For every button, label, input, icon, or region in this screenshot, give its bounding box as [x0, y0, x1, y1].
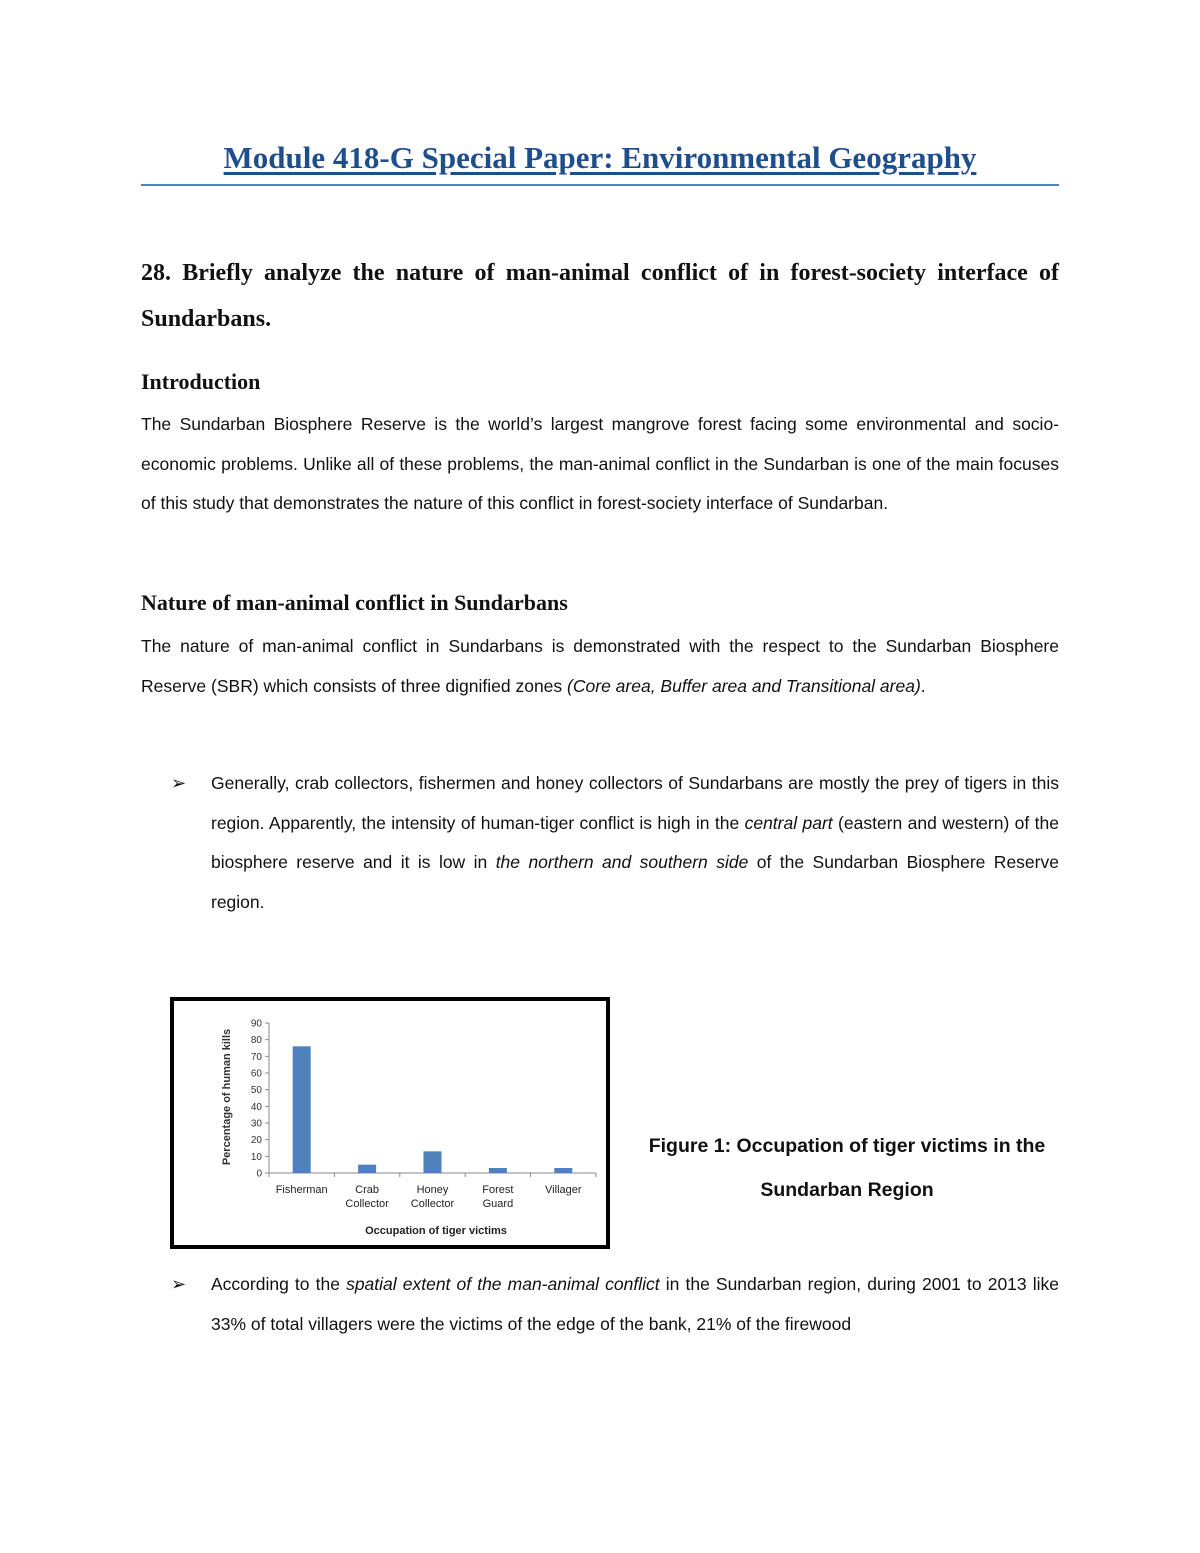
- nature-text-zones: (Core area, Buffer area and Transitional area): [567, 675, 921, 696]
- bullet1-part3: of the Sundarban Biosphere Reserve region.: [211, 852, 1059, 912]
- chart-y-tick-label: 60: [250, 1068, 262, 1080]
- bullet2-part2: in the Sundarban region, during 2001 to 2013 like 33% of total villagers were the victims of the edge of the bank, 21% of the firewood: [211, 1274, 1059, 1334]
- chart-y-tick-label: 0: [256, 1168, 262, 1180]
- introduction-heading: Introduction: [141, 369, 261, 394]
- introduction-text: The Sundarban Biosphere Reserve is the world’s largest mangrove forest facing some environmental and socio-economic problems. Unlike all of these problems, the man-animal conflict in the Sundarban is one of the main focuses of this study that demonstrates the nature of this conflict in forest-society interface of Sundarban.: [141, 414, 1059, 513]
- nature-text-main: The nature of man-animal conflict in Sundarbans is demonstrated with the respect to the Sundarban Biosphere Reserve (SBR) which consists of three dignified zones: [141, 636, 1059, 696]
- title-underline-rule: [141, 184, 1059, 186]
- bullet1-part2: (eastern and western) of the biosphere reserve and it is low in: [211, 812, 1059, 872]
- chart-y-tick-label: 40: [250, 1101, 262, 1113]
- chart-y-tick-label: 50: [250, 1085, 262, 1097]
- chart-x-tick-label: Crab: [355, 1184, 380, 1196]
- nature-text: [141, 627, 1059, 706]
- chart-x-tick-label: Honey: [416, 1184, 449, 1196]
- question-heading: 28. Briefly analyze the nature of man-animal conflict of in forest-society interface of Sundarbans.: [141, 260, 1059, 332]
- document-title: Module 418-G Special Paper: Environmental Geography: [223, 140, 977, 175]
- bullet-item-tiger-prey: [141, 764, 1059, 922]
- chart-y-tick-label: 80: [250, 1035, 262, 1047]
- bullet1-italic2: the northern and southern side: [495, 852, 749, 872]
- chart-y-tick-label: 70: [250, 1051, 262, 1063]
- chart-x-tick-label: Villager: [545, 1184, 582, 1196]
- bullet2-italic1: spatial extent of the man-animal conflict: [346, 1274, 660, 1294]
- chart-x-tick-label: Forest: [482, 1184, 514, 1196]
- nature-text-end: .: [920, 675, 926, 696]
- chart-plot-area: [251, 1019, 596, 1211]
- bullet1-part1: Generally, crab collectors, fishermen and honey collectors of Sundarbans are mostly the prey of tigers in this region. Apparently, the intensity of human-tiger conflict is high in the: [211, 773, 1059, 833]
- chart-y-tick-label: 90: [250, 1018, 262, 1030]
- introduction-paragraph: [141, 405, 1059, 524]
- figure-chart-frame: [170, 997, 610, 1249]
- bullet-text: [211, 764, 1059, 922]
- chart-x-tick-label: Collector: [345, 1198, 389, 1210]
- chart-x-tick-label: Guard: [482, 1198, 514, 1210]
- bullet-text: [211, 1265, 1059, 1344]
- chart-bar: [358, 1165, 376, 1173]
- chart-x-tick-label: Fisherman: [275, 1184, 328, 1196]
- arrow-bullet-icon: ➢: [171, 1274, 187, 1294]
- bullet-item-spatial-extent: [141, 1265, 1059, 1344]
- nature-heading: Nature of man-animal conflict in Sundarbans: [141, 590, 568, 615]
- bar-chart: [174, 1001, 606, 1245]
- chart-y-tick-label: 30: [250, 1118, 262, 1130]
- chart-x-tick-label: Collector: [410, 1198, 455, 1210]
- bullet2-part1: According to the: [211, 1274, 340, 1294]
- chart-y-axis-label: Percentage of human kills: [221, 1028, 233, 1166]
- chart-bar: [293, 1046, 311, 1173]
- chart-bar: [489, 1168, 507, 1173]
- arrow-bullet-icon: ➢: [171, 773, 187, 793]
- chart-bar: [424, 1151, 442, 1173]
- chart-bar: [554, 1168, 572, 1173]
- nature-paragraph: [141, 627, 1059, 706]
- bullet1-italic1: central part: [744, 812, 833, 833]
- chart-y-tick-label: 10: [250, 1151, 262, 1163]
- figure-caption: Figure 1: Occupation of tiger victims in the Sundarban Region: [648, 1135, 1046, 1201]
- chart-y-tick-label: 20: [250, 1135, 262, 1147]
- chart-x-axis-label: Occupation of tiger victims: [365, 1225, 507, 1237]
